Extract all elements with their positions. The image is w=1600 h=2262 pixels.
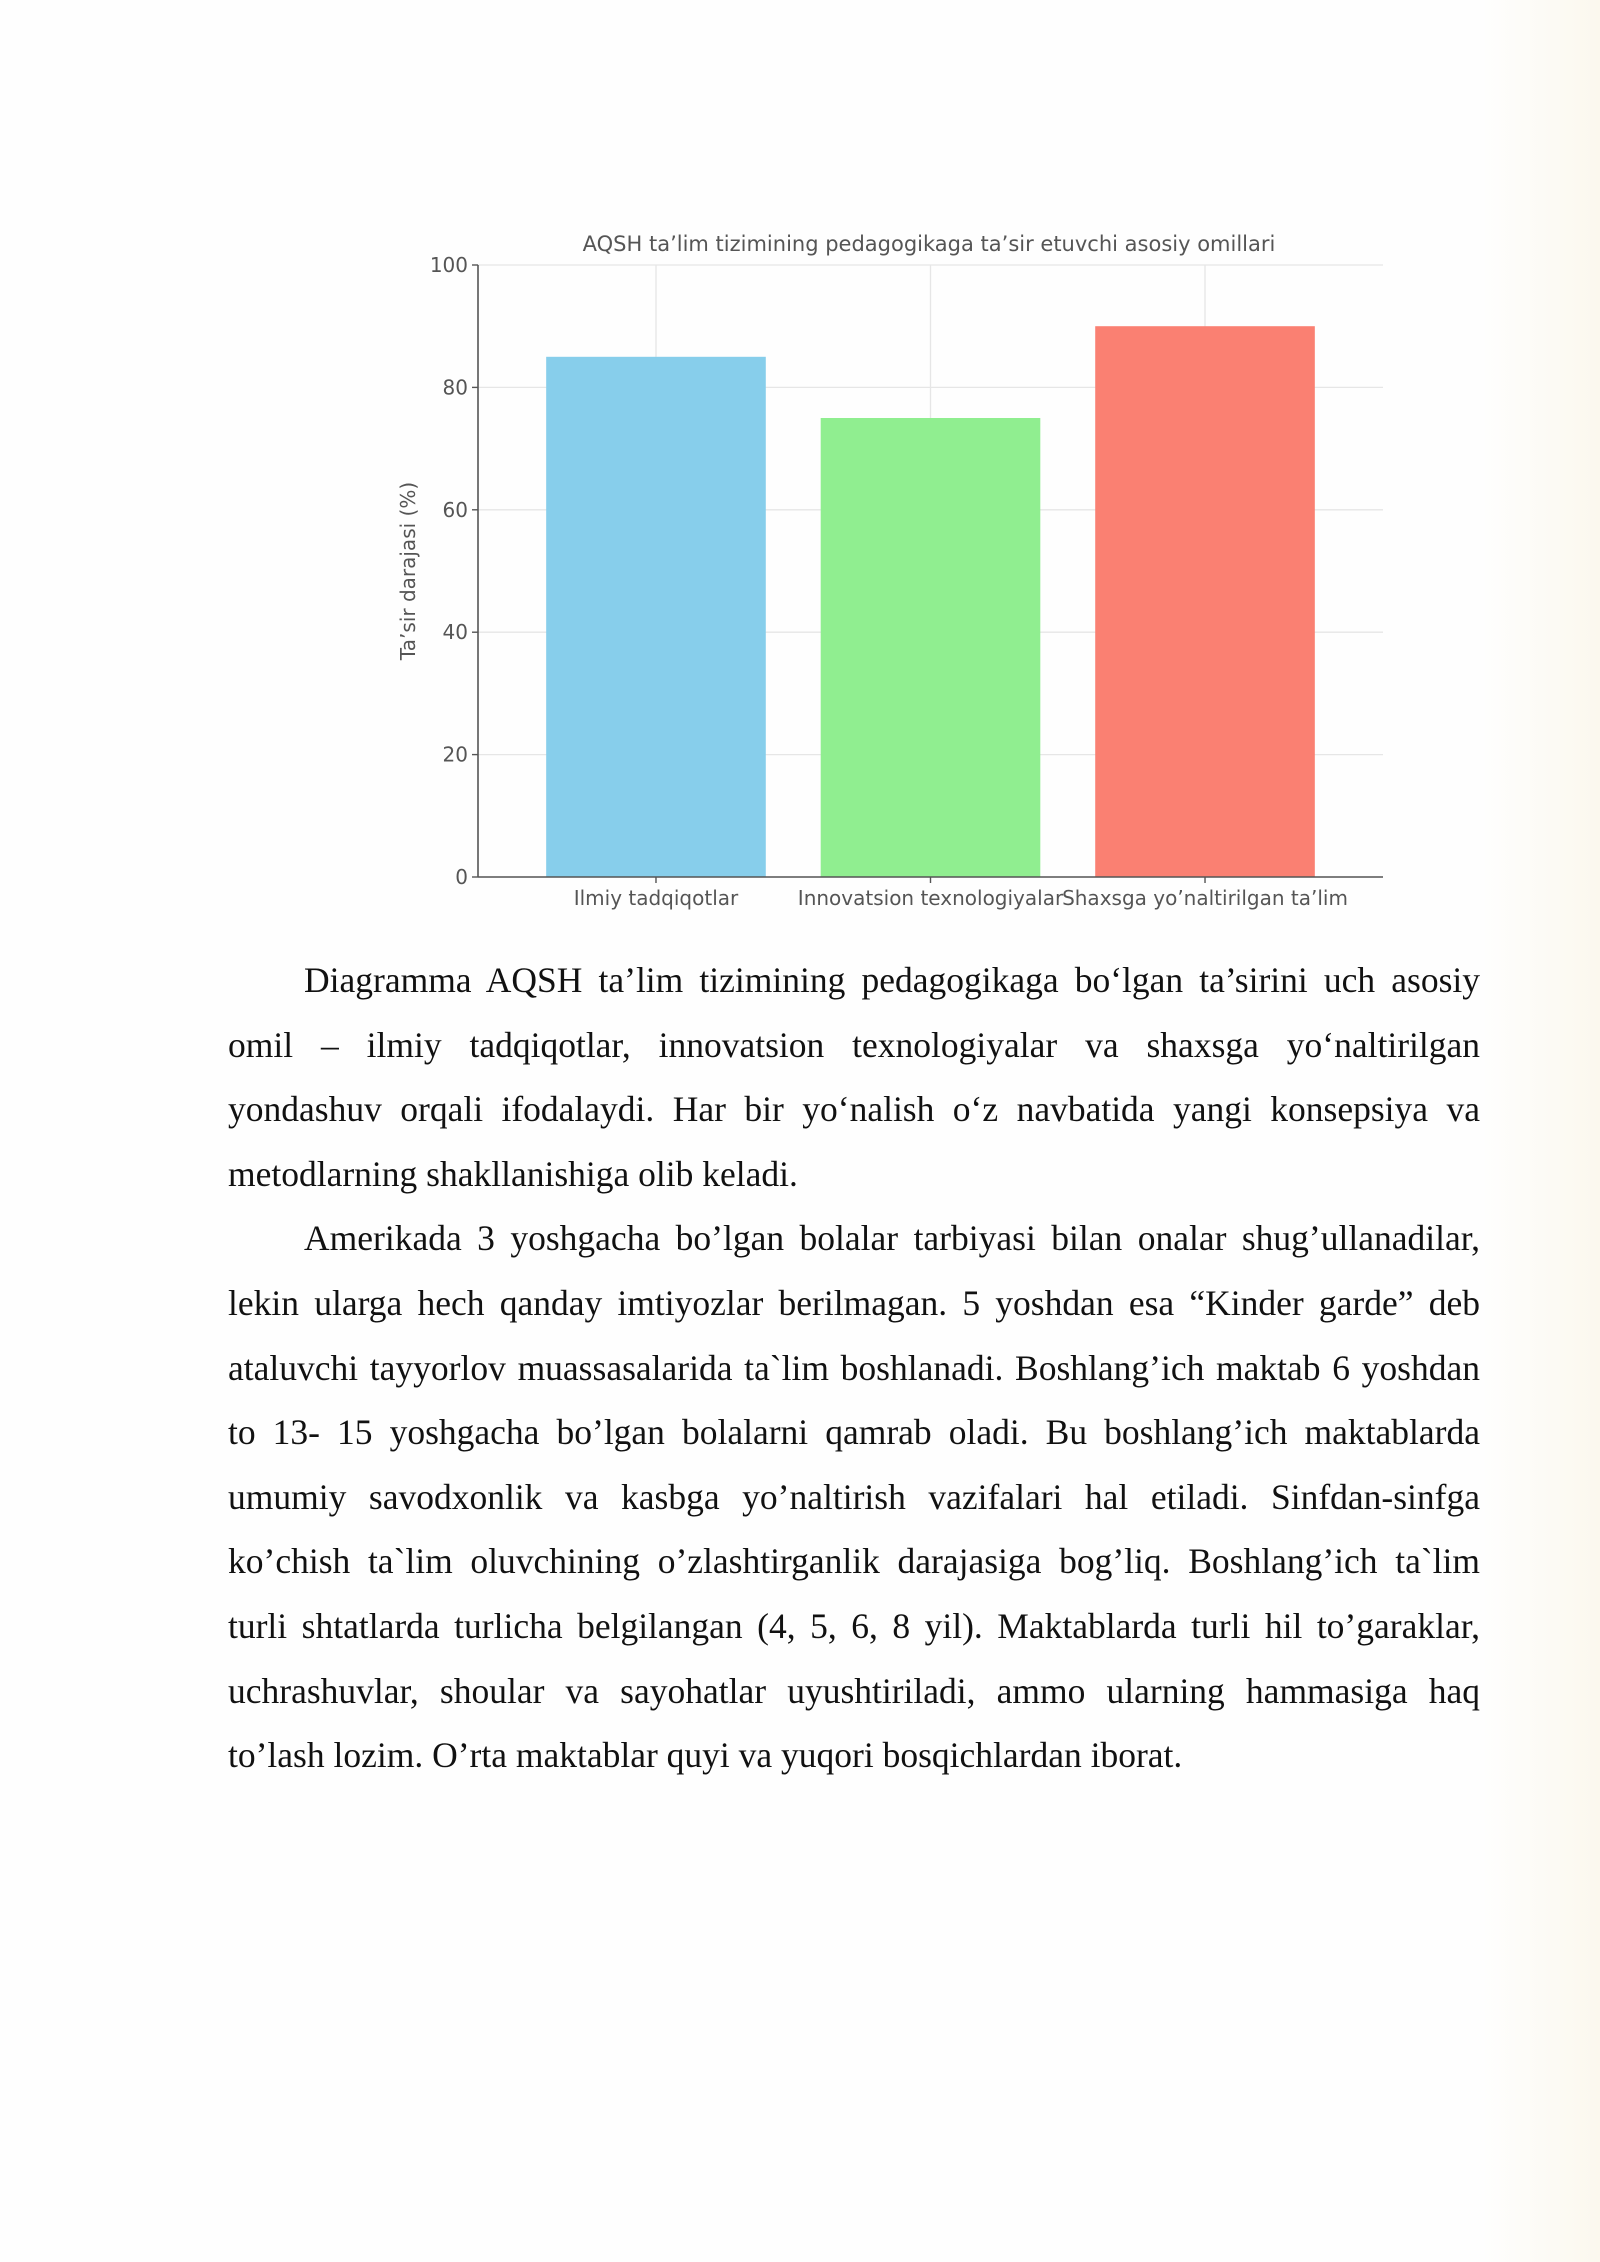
- y-axis-label: Ta’sir darajasi (%): [396, 481, 420, 661]
- x-tick-label: Innovatsion texnologiyalar: [797, 886, 1064, 910]
- x-tick-labels: [574, 877, 1348, 910]
- x-tick-label: Shaxsga yo’naltirilgan ta’lim: [1062, 886, 1348, 910]
- chart-title: AQSH ta’lim tizimining pedagogikaga ta’sir etuvchi asosiy omillari: [582, 232, 1276, 256]
- x-tick-label: Ilmiy tadqiqotlar: [573, 886, 739, 910]
- bar-3: [1095, 326, 1315, 877]
- y-tick-label: 40: [442, 620, 468, 645]
- paragraph-us-education-stages: Amerikada 3 yoshgacha bo’lgan bolalar tarbiyasi bilan onalar shug’ullanadilar, lekin ularga hech qanday imtiyozlar berilmagan. 5 yoshdan esa “Kinder garde” deb ataluvchi tayyorlov muassasalarida ta`lim boshlanadi. Boshlang’ich maktab 6 yoshdan to 13- 15 yoshgacha bo’lgan bolalarni qamrab oladi. Bu boshlang’ich maktablarda umumiy savodxonlik va kasbga yo’naltirish vazifalari hal etiladi. Sinfdan-sinfga ko’chish ta`lim oluvchining o’zlashtirganlik darajasiga bog’liq. Boshlang’ich ta`lim turli shtatlarda turlicha belgilangan (4, 5, 6, 8 yil). Maktablarda turli hil to’garaklar, uchrashuvlar, shoular va sayohatlar uyushtiriladi, ammo ularning hammasiga haq to’lash lozim. O’rta maktablar quyi va yuqori bosqichlardan iborat.: [228, 1218, 1480, 1776]
- y-tick-label: 100: [429, 253, 468, 277]
- y-tick-label: 0: [455, 865, 468, 889]
- y-tick-label: 20: [442, 742, 468, 767]
- bar-chart-figure: [380, 215, 1410, 925]
- page-shade: [1480, 0, 1600, 2262]
- bar-2: [821, 418, 1041, 877]
- y-tick-label: 60: [442, 497, 468, 522]
- body-text: [228, 948, 1480, 1788]
- bar-chart: [380, 215, 1410, 925]
- bar-1: [546, 357, 766, 877]
- y-tick-labels: [430, 253, 478, 889]
- paragraph-diagram-description: Diagramma AQSH ta’lim tizimining pedagogikaga bo‘lgan ta’sirini uch asosiy omil – ilmiy tadqiqotlar, innovatsion texnologiyalar va shaxsga yo‘naltirilgan yondashuv orqali ifodalaydi. Har bir yo‘nalish o‘z navbatida yangi konsepsiya va metodlarning shakllanishiga olib keladi.: [228, 960, 1480, 1194]
- y-tick-label: 80: [442, 375, 468, 400]
